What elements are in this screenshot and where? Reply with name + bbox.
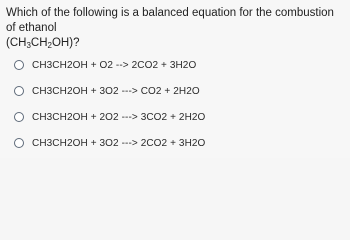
radio-button-icon[interactable] xyxy=(14,60,24,70)
subscript-2: 2 xyxy=(47,41,52,50)
radio-button-icon[interactable] xyxy=(14,86,24,96)
question-line-2 xyxy=(6,37,79,49)
radio-button-icon[interactable] xyxy=(14,138,24,148)
answer-option-label: CH3CH2OH + 2O2 ---> 3CO2 + 2H2O xyxy=(32,111,206,123)
question-text xyxy=(6,6,336,51)
answer-option-4[interactable] xyxy=(14,130,334,156)
answer-option-label: CH3CH2OH + 3O2 ---> CO2 + 2H2O xyxy=(32,85,200,97)
answer-option-label: CH3CH2OH + 3O2 ---> 2CO2 + 3H2O xyxy=(32,137,206,149)
answer-options xyxy=(14,52,334,156)
answer-option-3[interactable] xyxy=(14,104,334,130)
answer-option-2[interactable] xyxy=(14,78,334,104)
answer-option-1[interactable] xyxy=(14,52,334,78)
answer-option-label: CH3CH2OH + O2 --> 2CO2 + 3H2O xyxy=(32,59,197,71)
formula-part: CH xyxy=(30,37,48,49)
formula-part: OH)? xyxy=(51,37,80,49)
subscript-3: 3 xyxy=(26,41,31,50)
question-line-1: Which of the following is a balanced equation for the combustion of ethanol xyxy=(6,7,334,34)
formula-part: (CH xyxy=(6,37,27,49)
radio-button-icon[interactable] xyxy=(14,112,24,122)
